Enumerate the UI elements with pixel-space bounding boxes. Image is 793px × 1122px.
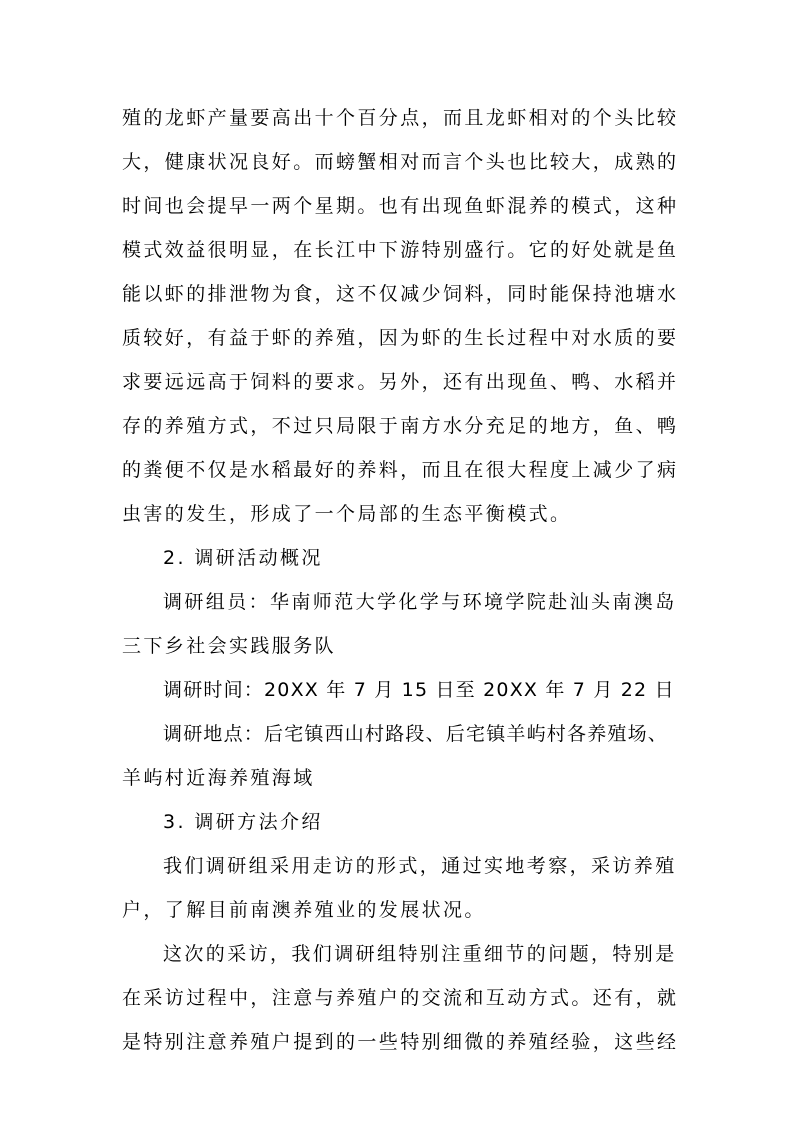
text-line: 这次的采访，我们调研组特别注重细节的问题，特别是 xyxy=(163,943,677,965)
text-line: 我们调研组采用走访的形式，通过实地考察，采访养殖 xyxy=(163,855,677,877)
text-line: 虫害的发生，形成了一个局部的生态平衡模式。 xyxy=(122,503,572,525)
text-line: 三下乡社会实践服务队 xyxy=(122,635,337,657)
text-line: 模式效益很明显，在长江中下游特别盛行。它的好处就是鱼 xyxy=(122,239,679,261)
text-line: 殖的龙虾产量要高出十个百分点，而且龙虾相对的个头比较 xyxy=(122,107,679,129)
text-line: 存的养殖方式，不过只局限于南方水分充足的地方，鱼、鸭 xyxy=(122,415,679,437)
text-line: 的粪便不仅是水稻最好的养料，而且在很大程度上减少了病 xyxy=(122,459,679,481)
section-heading: 2. 调研活动概况 xyxy=(163,547,323,569)
text-line: 羊屿村近海养殖海域 xyxy=(122,767,315,789)
text-line: 能以虾的排泄物为食，这不仅减少饲料，同时能保持池塘水 xyxy=(122,283,679,305)
text-line: 户，了解目前南澳养殖业的发展状况。 xyxy=(122,899,486,921)
text-line: 求要远远高于饲料的要求。另外，还有出现鱼、鸭、水稻并 xyxy=(122,371,679,393)
text-line: 时间也会提早一两个星期。也有出现鱼虾混养的模式，这种 xyxy=(122,195,679,217)
text-line: 质较好，有益于虾的养殖，因为虾的生长过程中对水质的要 xyxy=(122,327,679,349)
text-line: 调研时间：20XX 年 7 月 15 日至 20XX 年 7 月 22 日 xyxy=(163,679,675,701)
text-line: 大，健康状况良好。而螃蟹相对而言个头也比较大，成熟的 xyxy=(122,151,679,173)
text-line: 调研组员：华南师范大学化学与环境学院赴汕头南澳岛 xyxy=(163,591,677,613)
text-line: 调研地点：后宅镇西山村路段、后宅镇羊屿村各养殖场、 xyxy=(163,723,669,745)
section-heading: 3. 调研方法介绍 xyxy=(163,811,323,833)
text-line: 是特别注意养殖户提到的一些特别细微的养殖经验，这些经 xyxy=(122,1031,679,1053)
text-line: 在采访过程中，注意与养殖户的交流和互动方式。还有，就 xyxy=(122,987,679,1009)
